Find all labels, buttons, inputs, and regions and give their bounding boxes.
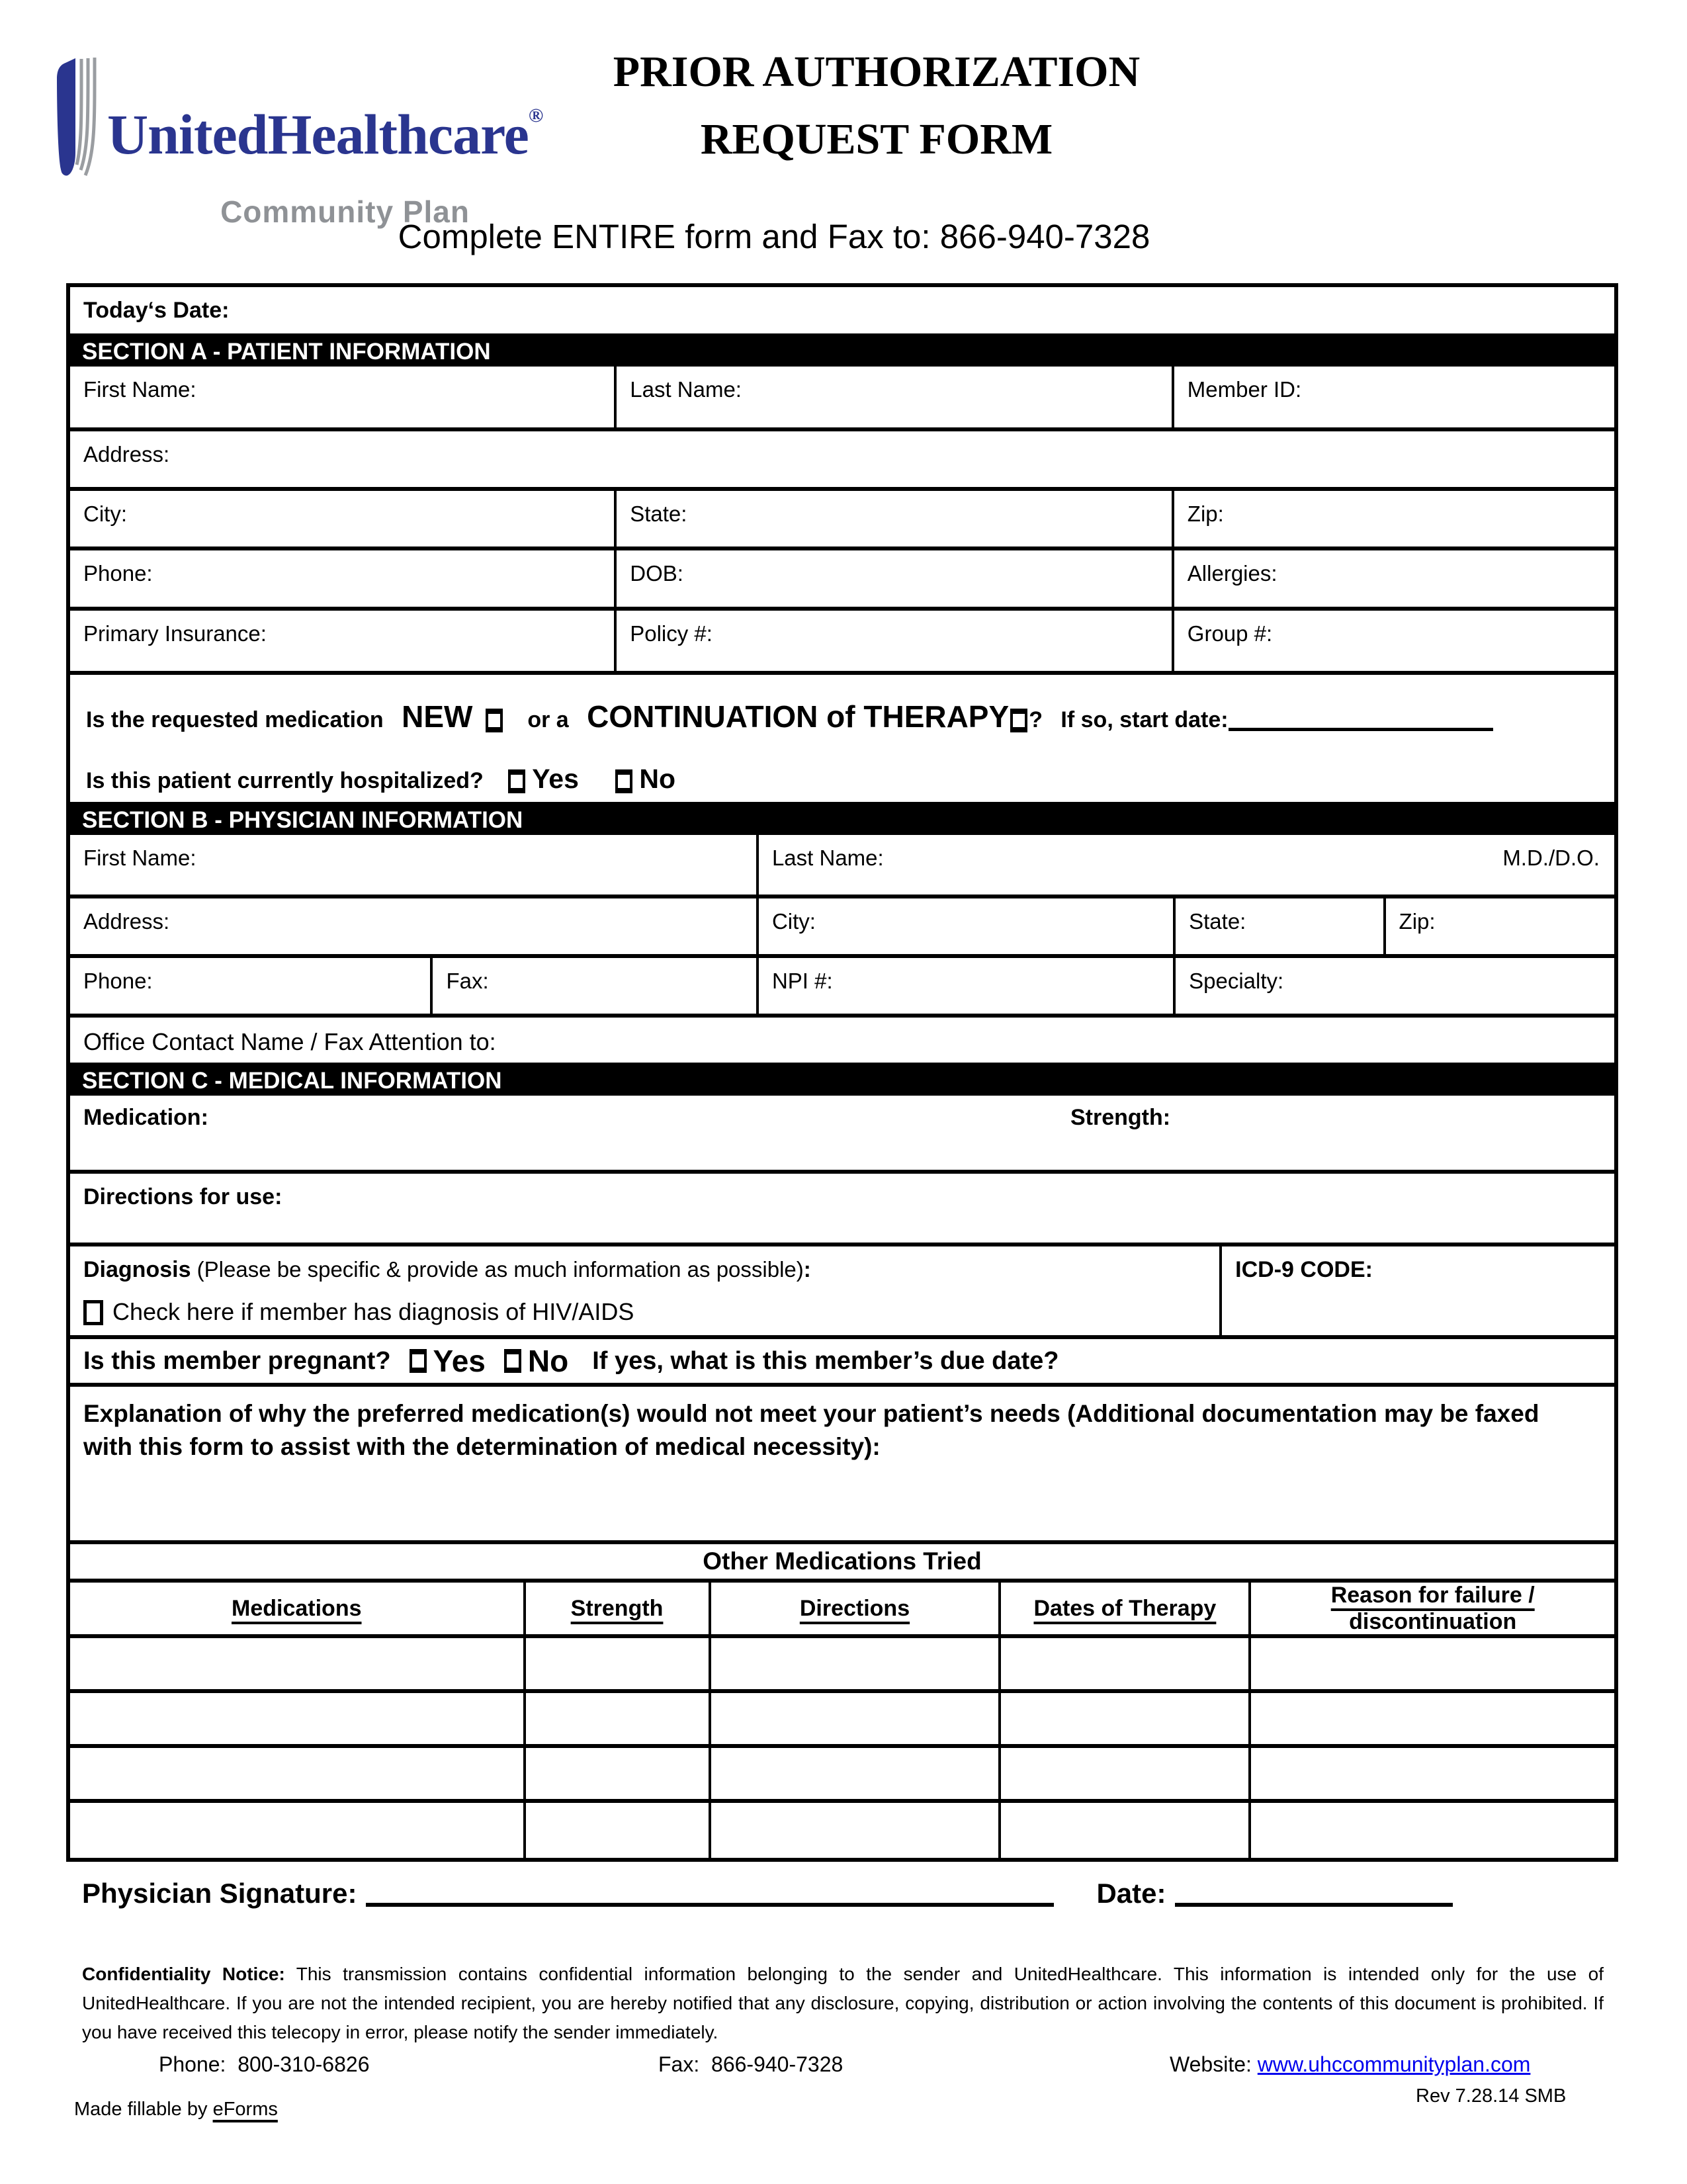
due-date-question: If yes, what is this member’s due date? [592, 1346, 1059, 1375]
physician-first-name-field[interactable] [70, 835, 759, 895]
hospitalized-line [86, 764, 1598, 795]
patient-dob-label: DOB: [630, 561, 683, 586]
section-a-header: SECTION A - PATIENT INFORMATION [70, 337, 1614, 367]
question-mark: ? [1029, 707, 1043, 732]
signature-line[interactable] [366, 1880, 1054, 1907]
signature-row [82, 1878, 1577, 1909]
office-contact-field[interactable] [70, 1018, 1614, 1063]
start-date-line[interactable] [1229, 705, 1493, 731]
confidentiality-notice-label: Confidentiality Notice: [82, 1964, 285, 1984]
med-request-prefix: Is the requested medication [86, 707, 384, 732]
patient-city-label: City: [83, 502, 127, 526]
form-subtitle: Complete ENTIRE form and Fax to: 866-940-7328 [398, 218, 1150, 255]
table-cell[interactable] [711, 1693, 1002, 1744]
todays-date-cell[interactable] [70, 287, 1614, 333]
table-cell[interactable] [1001, 1803, 1251, 1858]
patient-member-id-label: Member ID: [1187, 377, 1302, 402]
form-title [562, 38, 1191, 173]
physician-address-row [70, 898, 1614, 958]
other-medications-data-row [70, 1693, 1614, 1748]
physician-signature-label: Physician Signature: [82, 1878, 357, 1909]
revision-label: Rev 7.28.14 SMB [1416, 2085, 1567, 2107]
policy-number-label: Policy #: [630, 621, 713, 646]
uhc-logo [53, 56, 543, 235]
uhc-shield-icon [53, 56, 101, 190]
hospitalized-yes-label: Yes [532, 764, 579, 794]
physician-npi-label: NPI #: [771, 969, 833, 993]
patient-address-label: Address: [83, 442, 170, 466]
medication-new-or-continuation-line [86, 699, 1598, 734]
eforms-link[interactable]: eForms [212, 2099, 278, 2120]
confidentiality-notice [82, 1960, 1604, 2047]
office-contact-row [70, 1018, 1614, 1067]
physician-state-field[interactable] [1176, 898, 1385, 954]
footer-phone: Phone: 800-310-6826 [159, 2052, 370, 2076]
table-cell[interactable] [526, 1693, 711, 1744]
physician-city-field[interactable] [759, 898, 1176, 954]
physician-specialty-label: Specialty: [1189, 969, 1284, 993]
other-medications-header-row [70, 1583, 1614, 1638]
md-do-label: M.D./D.O. [1502, 846, 1600, 870]
table-cell[interactable] [70, 1803, 526, 1858]
patient-city-row [70, 491, 1614, 550]
footer-website-link[interactable]: www.uhccommunityplan.com [1257, 2052, 1531, 2076]
table-cell[interactable] [711, 1748, 1002, 1799]
patient-address-field[interactable] [70, 431, 1614, 487]
explanation-label: Explanation of why the preferred medication(s) would not meet your patient’s needs (Additional documentation may be faxed with this form to assist with the determination of medical necessity): [83, 1400, 1539, 1460]
physician-last-name-label: Last Name: [771, 846, 884, 870]
diagnosis-colon: : [803, 1257, 811, 1282]
group-number-field[interactable] [1174, 611, 1614, 671]
patient-zip-label: Zip: [1187, 502, 1224, 526]
physician-first-name-label: First Name: [83, 846, 196, 870]
footer-fax: Fax: 866-940-7328 [658, 2052, 844, 2076]
made-fillable-note: Made fillable by eForms [74, 2099, 278, 2120]
medication-request-row [70, 675, 1614, 806]
table-cell[interactable] [1251, 1638, 1614, 1689]
hospitalized-question: Is this patient currently hospitalized? [86, 768, 484, 793]
footer-website: Website: www.uhccommunityplan.com [1170, 2052, 1531, 2076]
medication-strength-row[interactable] [70, 1096, 1614, 1174]
patient-city-field[interactable] [70, 491, 617, 546]
directions-row [70, 1174, 1614, 1246]
patient-allergies-field[interactable] [1174, 550, 1614, 607]
hiv-label: Check here if member has diagnosis of HIV/AIDS [112, 1298, 634, 1325]
primary-insurance-label: Primary Insurance: [83, 621, 267, 646]
table-cell[interactable] [70, 1638, 526, 1689]
todays-date-label: Today‘s Date: [83, 298, 230, 323]
group-number-label: Group #: [1187, 621, 1273, 646]
new-label: NEW [402, 699, 473, 734]
physician-city-label: City: [771, 909, 816, 934]
checkbox-continuation[interactable] [1010, 709, 1027, 732]
policy-number-field[interactable] [617, 611, 1174, 671]
other-medications-data-row [70, 1748, 1614, 1803]
physician-state-label: State: [1189, 909, 1246, 934]
pregnant-row [70, 1339, 1614, 1387]
patient-state-label: State: [630, 502, 687, 526]
patient-last-name-field[interactable] [617, 367, 1174, 427]
table-cell[interactable] [1001, 1638, 1251, 1689]
physician-phone-field[interactable] [70, 958, 433, 1014]
table-cell[interactable] [1251, 1693, 1614, 1744]
patient-first-name-field[interactable] [70, 367, 617, 427]
section-c-header: SECTION C - MEDICAL INFORMATION [70, 1067, 1614, 1096]
patient-allergies-label: Allergies: [1187, 561, 1277, 586]
patient-phone-row [70, 550, 1614, 611]
physician-zip-field[interactable] [1386, 898, 1614, 954]
checkbox-new[interactable] [486, 709, 503, 732]
office-contact-label: Office Contact Name / Fax Attention to: [83, 1028, 496, 1055]
patient-phone-label: Phone: [83, 561, 153, 586]
patient-member-id-field[interactable] [1174, 367, 1614, 427]
physician-last-name-field[interactable] [759, 835, 1614, 895]
column-header-strength: Strength [526, 1583, 711, 1634]
column-header-directions: Directions [711, 1583, 1002, 1634]
brand-tagline: Community Plan [220, 195, 470, 229]
other-medications-data-row [70, 1803, 1614, 1858]
table-cell[interactable] [711, 1803, 1002, 1858]
explanation-field[interactable] [70, 1387, 1614, 1540]
date-label: Date: [1096, 1878, 1166, 1909]
medication-label: Medication: [83, 1105, 208, 1130]
pregnant-yes-label: Yes [433, 1344, 486, 1378]
physician-fax-label: Fax: [446, 969, 489, 993]
patient-zip-field[interactable] [1174, 491, 1614, 546]
checkbox-hospitalized-no[interactable] [615, 769, 632, 793]
table-cell[interactable] [526, 1803, 711, 1858]
form-title-line2: REQUEST FORM [700, 115, 1053, 163]
table-cell[interactable] [526, 1638, 711, 1689]
physician-npi-field[interactable] [759, 958, 1176, 1014]
checkbox-hospitalized-yes[interactable] [508, 769, 525, 793]
physician-phone-label: Phone: [83, 969, 153, 993]
physician-specialty-field[interactable] [1176, 958, 1614, 1014]
directions-field[interactable] [70, 1174, 1614, 1243]
date-line[interactable] [1175, 1880, 1453, 1907]
continuation-label: CONTINUATION of THERAPY [587, 699, 1010, 734]
todays-date-row[interactable] [70, 287, 1614, 337]
column-header-medications: Medications [70, 1583, 526, 1634]
icd9-field[interactable] [1222, 1246, 1614, 1335]
table-cell[interactable] [711, 1638, 1002, 1689]
patient-state-field[interactable] [617, 491, 1174, 546]
brand-wordmark: UnitedHealthcare® [107, 103, 543, 166]
or-a-label: or a [527, 707, 569, 732]
patient-phone-field[interactable] [70, 550, 617, 607]
diagnosis-label-line [83, 1257, 1213, 1283]
patient-last-name-label: Last Name: [630, 377, 742, 402]
primary-insurance-field[interactable] [70, 611, 617, 671]
column-header-reason: Reason for failure / discontinuation [1330, 1583, 1535, 1634]
form-title-line1: PRIOR AUTHORIZATION [613, 48, 1141, 96]
directions-label: Directions for use: [83, 1184, 282, 1209]
table-cell[interactable] [1251, 1803, 1614, 1858]
patient-first-name-label: First Name: [83, 377, 196, 402]
confidentiality-notice-text: This transmission contains confidential information belonging to the sender and UnitedHealthcare. This information is intended only for the use of UnitedHealthcare. If you are not the intended recipient, you are hereby notified that any disclosure, copying, distribution or action involving the contents of this document is prohibited. If you have received this telecopy in error, please notify the sender immediately. [82, 1964, 1604, 2042]
physician-name-row [70, 835, 1614, 898]
physician-address-label: Address: [83, 909, 170, 934]
table-cell[interactable] [1001, 1748, 1251, 1799]
table-cell[interactable] [70, 1693, 526, 1744]
start-date-label: If so, start date: [1060, 707, 1229, 732]
diagnosis-label: Diagnosis [83, 1257, 191, 1282]
patient-insurance-row [70, 611, 1614, 675]
other-medications-data-row [70, 1638, 1614, 1693]
hiv-check-line [83, 1298, 1213, 1326]
checkbox-pregnant-yes[interactable] [410, 1349, 427, 1373]
physician-zip-label: Zip: [1399, 909, 1436, 934]
other-medications-title: Other Medications Tried [703, 1548, 982, 1575]
checkbox-hiv[interactable] [83, 1300, 103, 1325]
table-cell[interactable] [1001, 1693, 1251, 1744]
explanation-row [70, 1387, 1614, 1544]
diagnosis-field[interactable] [70, 1246, 1222, 1335]
physician-fax-field[interactable] [433, 958, 758, 1014]
patient-dob-field[interactable] [617, 550, 1174, 607]
table-cell[interactable] [70, 1748, 526, 1799]
icd9-label: ICD-9 CODE: [1235, 1257, 1373, 1282]
patient-name-row [70, 367, 1614, 431]
pregnant-no-label: No [527, 1344, 569, 1378]
pregnant-question: Is this member pregnant? [83, 1346, 391, 1375]
form-table [66, 283, 1618, 1862]
section-b-header: SECTION B - PHYSICIAN INFORMATION [70, 806, 1614, 835]
table-cell[interactable] [526, 1748, 711, 1799]
column-header-dates: Dates of Therapy [1001, 1583, 1251, 1634]
patient-address-row [70, 431, 1614, 491]
checkbox-pregnant-no[interactable] [504, 1349, 521, 1373]
diagnosis-hint: (Please be specific & provide as much information as possible) [191, 1257, 804, 1282]
physician-address-field[interactable] [70, 898, 759, 954]
hospitalized-no-label: No [639, 764, 676, 794]
strength-label: Strength: [1070, 1105, 1171, 1130]
registered-mark: ® [528, 105, 543, 126]
diagnosis-row [70, 1246, 1614, 1339]
table-cell[interactable] [1251, 1748, 1614, 1799]
other-medications-title-row [70, 1544, 1614, 1583]
physician-phone-row [70, 958, 1614, 1018]
